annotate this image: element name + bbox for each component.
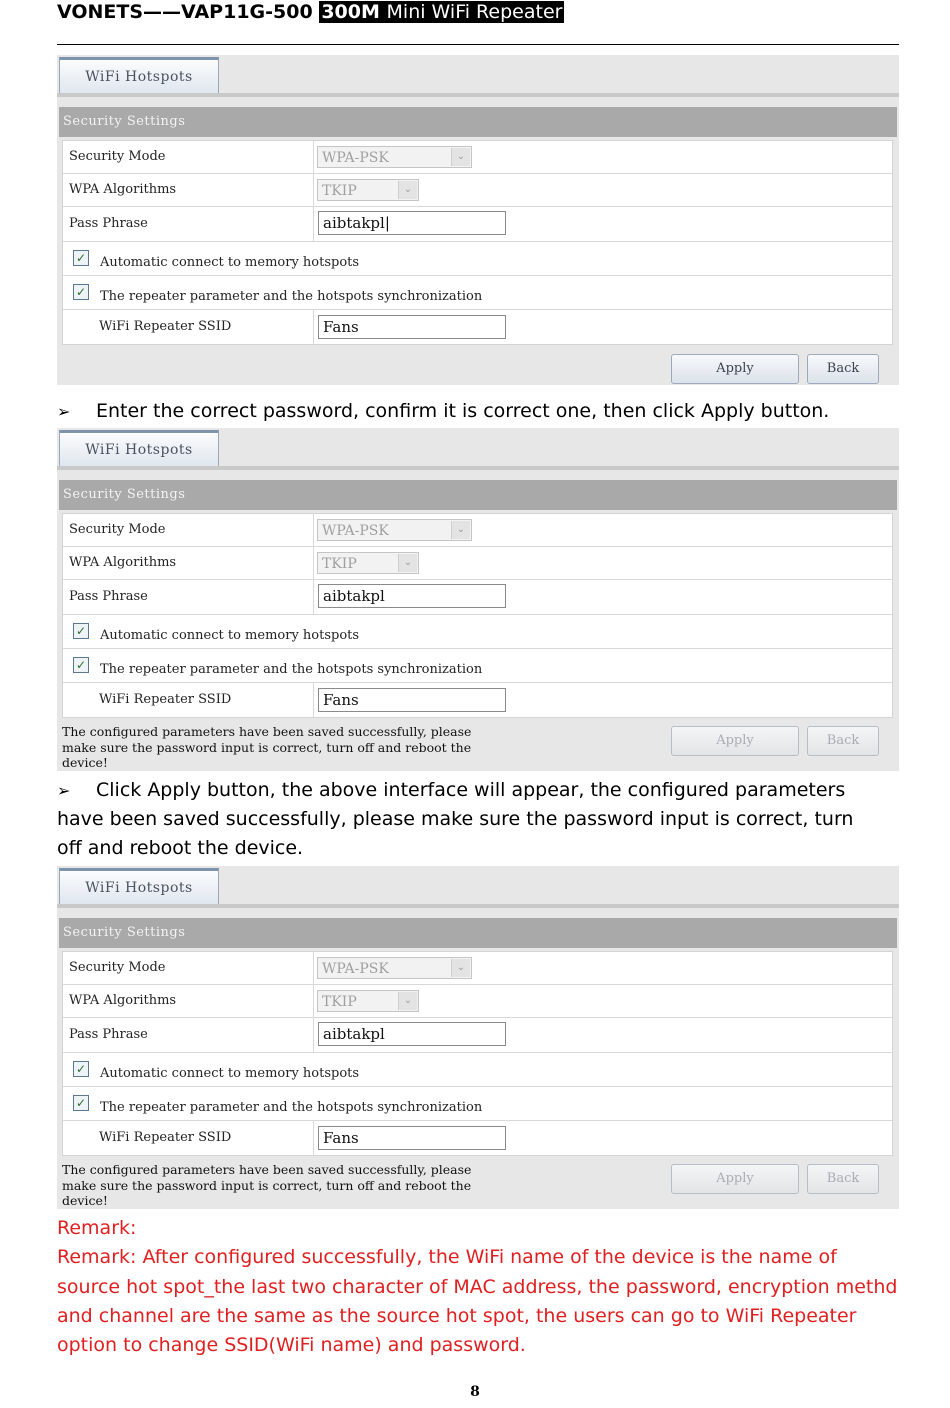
value-cell (313, 1121, 359, 1155)
ssid-text: Fans (323, 1129, 359, 1147)
value-cell (313, 683, 359, 717)
sync-label: The repeater parameter and the hotspots synchronization (100, 1100, 483, 1115)
apply-button[interactable]: Apply (671, 726, 799, 756)
checkmark-icon: ✓ (75, 1096, 87, 1110)
sync-label: The repeater parameter and the hotspots synchronization (100, 662, 483, 677)
wpa-algorithms-select[interactable] (317, 179, 419, 201)
ssid-input[interactable] (318, 1126, 506, 1150)
sync-checkbox[interactable] (73, 284, 89, 300)
auto-connect-checkbox[interactable] (73, 250, 89, 266)
pass-phrase-input[interactable] (318, 1022, 506, 1046)
chevron-down-icon: ⌄ (398, 992, 417, 1010)
row-auto-connect (63, 242, 892, 276)
product-tag-rest: Mini WiFi Repeater (386, 1, 563, 23)
security-mode-select[interactable] (317, 519, 472, 541)
instruction-step-1 (57, 397, 899, 426)
pass-phrase-label: Pass Phrase (69, 216, 148, 231)
security-mode-label: Security Mode (69, 522, 166, 537)
tab-divider (57, 466, 899, 470)
row-auto-connect (63, 615, 892, 649)
value-cell (313, 1018, 385, 1052)
sync-checkbox[interactable] (73, 657, 89, 673)
wpa-algorithms-label: WPA Algorithms (69, 555, 177, 570)
remark-heading: Remark: (57, 1217, 137, 1239)
pass-phrase-text: aibtakpl (323, 1025, 385, 1043)
value-cell (313, 580, 385, 614)
remark-line-4: option to change SSID(WiFi name) and password. (57, 1334, 526, 1357)
row-ssid (63, 683, 892, 717)
tab-strip (57, 55, 899, 99)
ssid-input[interactable] (318, 688, 506, 712)
screenshot-1 (57, 55, 899, 385)
row-pass-phrase (63, 207, 892, 242)
pass-phrase-text: aibtakpl (323, 214, 385, 232)
step-2-line-1: Click Apply button, the above interface will appear, the configured parameters (96, 779, 846, 801)
pass-phrase-label: Pass Phrase (69, 589, 148, 604)
value-cell (313, 310, 359, 344)
row-auto-connect (63, 1053, 892, 1087)
instruction-step-2 (57, 776, 899, 863)
value-cell (313, 174, 413, 206)
ssid-text: Fans (323, 318, 359, 336)
row-wpa-algorithms (63, 547, 892, 580)
text-cursor: | (384, 214, 390, 232)
auto-connect-checkbox[interactable] (73, 623, 89, 639)
saved-notice (62, 724, 552, 771)
security-mode-select[interactable] (317, 957, 472, 979)
tab-wifi-hotspots[interactable]: WiFi Hotspots (59, 430, 219, 467)
wpa-algorithms-label: WPA Algorithms (69, 993, 177, 1008)
section-header: Security Settings (59, 107, 897, 137)
saved-notice-line-2: make sure the password input is correct, turn off and reboot the (62, 1177, 472, 1193)
sync-checkbox[interactable] (73, 1095, 89, 1111)
remark-line-3: and channel are the same as the source hot spot, the users can go to WiFi Repeater (57, 1304, 857, 1327)
security-mode-value: WPA-PSK (322, 523, 389, 539)
tab-strip (57, 428, 899, 472)
row-security-mode (63, 952, 892, 985)
product-tag-bold: 300M (321, 1, 380, 23)
screenshot-3 (57, 866, 899, 1209)
chevron-down-icon: ⌄ (451, 521, 470, 539)
pass-phrase-input[interactable] (318, 584, 506, 608)
chevron-down-icon: ⌄ (451, 959, 470, 977)
chevron-down-icon: ⌄ (398, 181, 417, 199)
remark-line-1: Remark: After configured successfully, the WiFi name of the device is the name of (57, 1246, 837, 1269)
saved-notice-line-1: The configured parameters have been saved successfully, please (62, 1162, 472, 1177)
row-wpa-algorithms (63, 985, 892, 1018)
row-sync (63, 1087, 892, 1121)
checkmark-icon: ✓ (75, 1062, 87, 1076)
security-mode-value: WPA-PSK (322, 961, 389, 977)
remark-line-2: source hot spot_the last two character of MAC address, the password, encryption methd (57, 1275, 898, 1298)
section-header: Security Settings (59, 918, 897, 948)
auto-connect-label: Automatic connect to memory hotspots (100, 628, 360, 643)
wpa-algorithms-select[interactable] (317, 552, 419, 574)
ssid-text: Fans (323, 691, 359, 709)
back-button[interactable]: Back (807, 354, 879, 384)
value-cell (313, 207, 390, 241)
product-tag (319, 1, 564, 23)
tab-divider (57, 904, 899, 908)
remark-block (57, 1214, 899, 1360)
saved-notice-line-3: device! (62, 755, 108, 770)
security-mode-value: WPA-PSK (322, 150, 389, 166)
row-security-mode (63, 514, 892, 547)
checkmark-icon: ✓ (75, 285, 87, 299)
wpa-algorithms-select[interactable] (317, 990, 419, 1012)
tab-divider (57, 93, 899, 97)
wpa-algorithms-label: WPA Algorithms (69, 182, 177, 197)
auto-connect-label: Automatic connect to memory hotspots (100, 255, 360, 270)
value-cell (313, 547, 413, 579)
security-mode-label: Security Mode (69, 960, 166, 975)
auto-connect-checkbox[interactable] (73, 1061, 89, 1077)
saved-notice-line-1: The configured parameters have been saved successfully, please (62, 724, 472, 739)
chevron-down-icon: ⌄ (398, 554, 417, 572)
wpa-algorithms-value: TKIP (322, 556, 357, 572)
security-form (62, 140, 893, 345)
security-mode-label: Security Mode (69, 149, 166, 164)
bullet-arrow-icon: ➢ (57, 402, 71, 421)
step-2-line-2: have been saved successfully, please make sure the password input is correct, turn (57, 808, 854, 830)
screenshot-2 (57, 428, 899, 771)
tab-strip (57, 866, 899, 910)
security-form (62, 951, 893, 1156)
row-ssid (63, 1121, 892, 1155)
section-header: Security Settings (59, 480, 897, 510)
pass-phrase-text: aibtakpl (323, 587, 385, 605)
ssid-input[interactable] (318, 315, 506, 339)
page-header (57, 0, 899, 45)
checkmark-icon: ✓ (75, 658, 87, 672)
row-sync (63, 649, 892, 683)
row-security-mode (63, 141, 892, 174)
wpa-algorithms-value: TKIP (322, 183, 357, 199)
saved-notice-line-3: device! (62, 1193, 108, 1208)
wpa-algorithms-value: TKIP (322, 994, 357, 1010)
apply-button[interactable]: Apply (671, 354, 799, 384)
chevron-down-icon: ⌄ (451, 148, 470, 166)
pass-phrase-input[interactable] (318, 211, 506, 235)
row-sync (63, 276, 892, 310)
ssid-label: WiFi Repeater SSID (99, 692, 232, 707)
checkmark-icon: ✓ (75, 624, 87, 638)
security-mode-select[interactable] (317, 146, 472, 168)
value-cell (313, 141, 466, 173)
page-number: 8 (470, 1384, 480, 1400)
saved-notice (62, 1162, 552, 1209)
ssid-label: WiFi Repeater SSID (99, 319, 232, 334)
tab-wifi-hotspots[interactable]: WiFi Hotspots (59, 57, 219, 94)
saved-notice-line-2: make sure the password input is correct, turn off and reboot the (62, 739, 472, 755)
bullet-arrow-icon: ➢ (57, 781, 71, 800)
tab-wifi-hotspots[interactable]: WiFi Hotspots (59, 868, 219, 905)
step-2-line-3: off and reboot the device. (57, 837, 304, 859)
checkmark-icon: ✓ (75, 251, 87, 265)
ssid-label: WiFi Repeater SSID (99, 1130, 232, 1145)
back-button[interactable]: Back (807, 1164, 879, 1194)
apply-button[interactable]: Apply (671, 1164, 799, 1194)
row-wpa-algorithms (63, 174, 892, 207)
value-cell (313, 985, 413, 1017)
document-title (57, 0, 564, 24)
auto-connect-label: Automatic connect to memory hotspots (100, 1066, 360, 1081)
row-pass-phrase (63, 580, 892, 615)
back-button[interactable]: Back (807, 726, 879, 756)
model-name: VONETS——VAP11G-500 (57, 1, 313, 23)
security-form (62, 513, 893, 718)
step-2-line-1-row (57, 776, 899, 805)
sync-label: The repeater parameter and the hotspots synchronization (100, 289, 483, 304)
value-cell (313, 952, 466, 984)
row-ssid (63, 310, 892, 344)
pass-phrase-label: Pass Phrase (69, 1027, 148, 1042)
row-pass-phrase (63, 1018, 892, 1053)
step-1-text: Enter the correct password, confirm it is correct one, then click Apply button. (96, 400, 830, 422)
value-cell (313, 514, 466, 546)
